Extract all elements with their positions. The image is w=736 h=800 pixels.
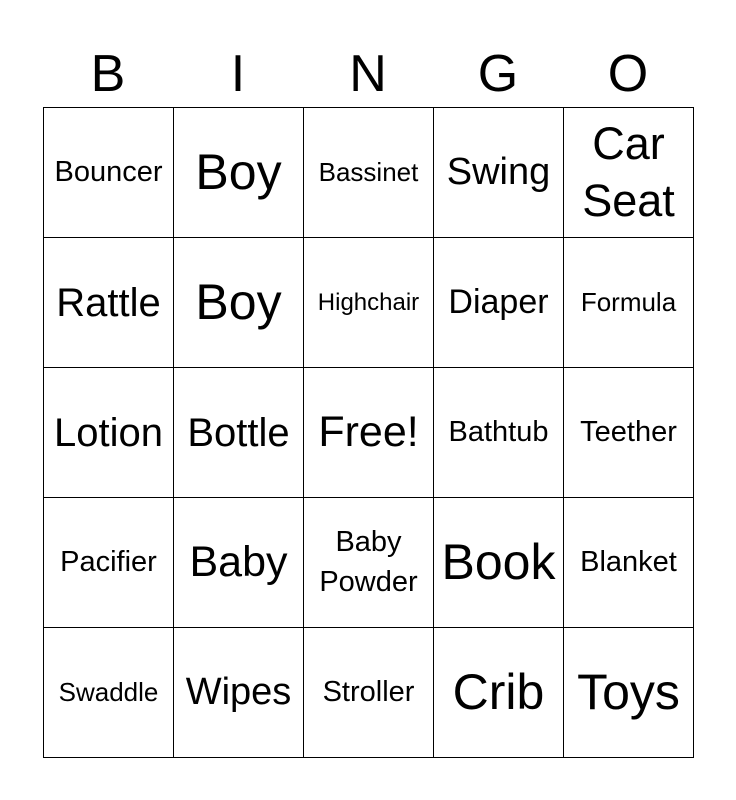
cell-label: Formula (580, 286, 677, 317)
bingo-cell-r2c4[interactable] (434, 238, 564, 368)
bingo-cell-r1c3[interactable] (304, 108, 434, 238)
cell-label: Swaddle (58, 676, 159, 707)
bingo-cell-r2c3[interactable] (304, 238, 434, 368)
bingo-cell-r4c3[interactable] (304, 498, 434, 628)
cell-label: Pacifier (60, 546, 157, 579)
bingo-cell-r4c4[interactable] (434, 498, 564, 628)
cell-label: Car Seat (582, 118, 675, 226)
bingo-cell-r2c2[interactable] (174, 238, 304, 368)
cell-label: Boy (195, 143, 282, 200)
cell-label: Book (441, 533, 556, 590)
cell-label: Blanket (580, 546, 677, 579)
bingo-header (43, 40, 693, 106)
bingo-cell-r4c5[interactable] (564, 498, 694, 628)
bingo-cell-r1c5[interactable] (564, 108, 694, 238)
bingo-cell-r5c2[interactable] (174, 628, 304, 758)
bingo-cell-r1c1[interactable] (44, 108, 174, 238)
cell-label: Wipes (185, 670, 292, 713)
cell-label: Bottle (187, 410, 290, 455)
bingo-cell-r1c2[interactable] (174, 108, 304, 238)
bingo-cell-r5c1[interactable] (44, 628, 174, 758)
header-letter-g: G (477, 45, 519, 103)
bingo-cell-r3c3[interactable] (304, 368, 434, 498)
bingo-cell-r2c1[interactable] (44, 238, 174, 368)
bingo-cell-r3c4[interactable] (434, 368, 564, 498)
bingo-cell-r3c2[interactable] (174, 368, 304, 498)
cell-label: Stroller (322, 676, 415, 709)
bingo-cell-r3c1[interactable] (44, 368, 174, 498)
cell-label: Bathtub (448, 416, 549, 449)
header-letter-i: I (230, 45, 246, 103)
cell-label: Bassinet (318, 156, 419, 187)
bingo-cell-r5c3[interactable] (304, 628, 434, 758)
bingo-cell-r3c5[interactable] (564, 368, 694, 498)
cell-label: Swing (446, 150, 551, 193)
bingo-cell-r2c5[interactable] (564, 238, 694, 368)
cell-label: Crib (452, 663, 545, 720)
cell-label: Baby (189, 538, 288, 587)
cell-label: Free! (318, 408, 419, 457)
bingo-cell-r5c4[interactable] (434, 628, 564, 758)
cell-label: Boy (195, 273, 282, 330)
bingo-cell-r4c1[interactable] (44, 498, 174, 628)
bingo-cell-r1c4[interactable] (434, 108, 564, 238)
header-letter-n: N (349, 45, 387, 103)
bingo-cell-r4c2[interactable] (174, 498, 304, 628)
header-letter-b: B (90, 45, 126, 103)
cell-label: Highchair (317, 288, 420, 316)
cell-label: Lotion (54, 410, 163, 455)
cell-label: Bouncer (54, 156, 163, 189)
cell-label: Diaper (448, 282, 549, 321)
cell-label: Teether (580, 416, 677, 449)
cell-label: Rattle (56, 280, 161, 325)
bingo-cell-r5c5[interactable] (564, 628, 694, 758)
cell-label: Baby Powder (319, 526, 418, 598)
cell-label: Toys (577, 663, 680, 720)
header-letter-o: O (607, 45, 649, 103)
bingo-board (43, 107, 694, 758)
